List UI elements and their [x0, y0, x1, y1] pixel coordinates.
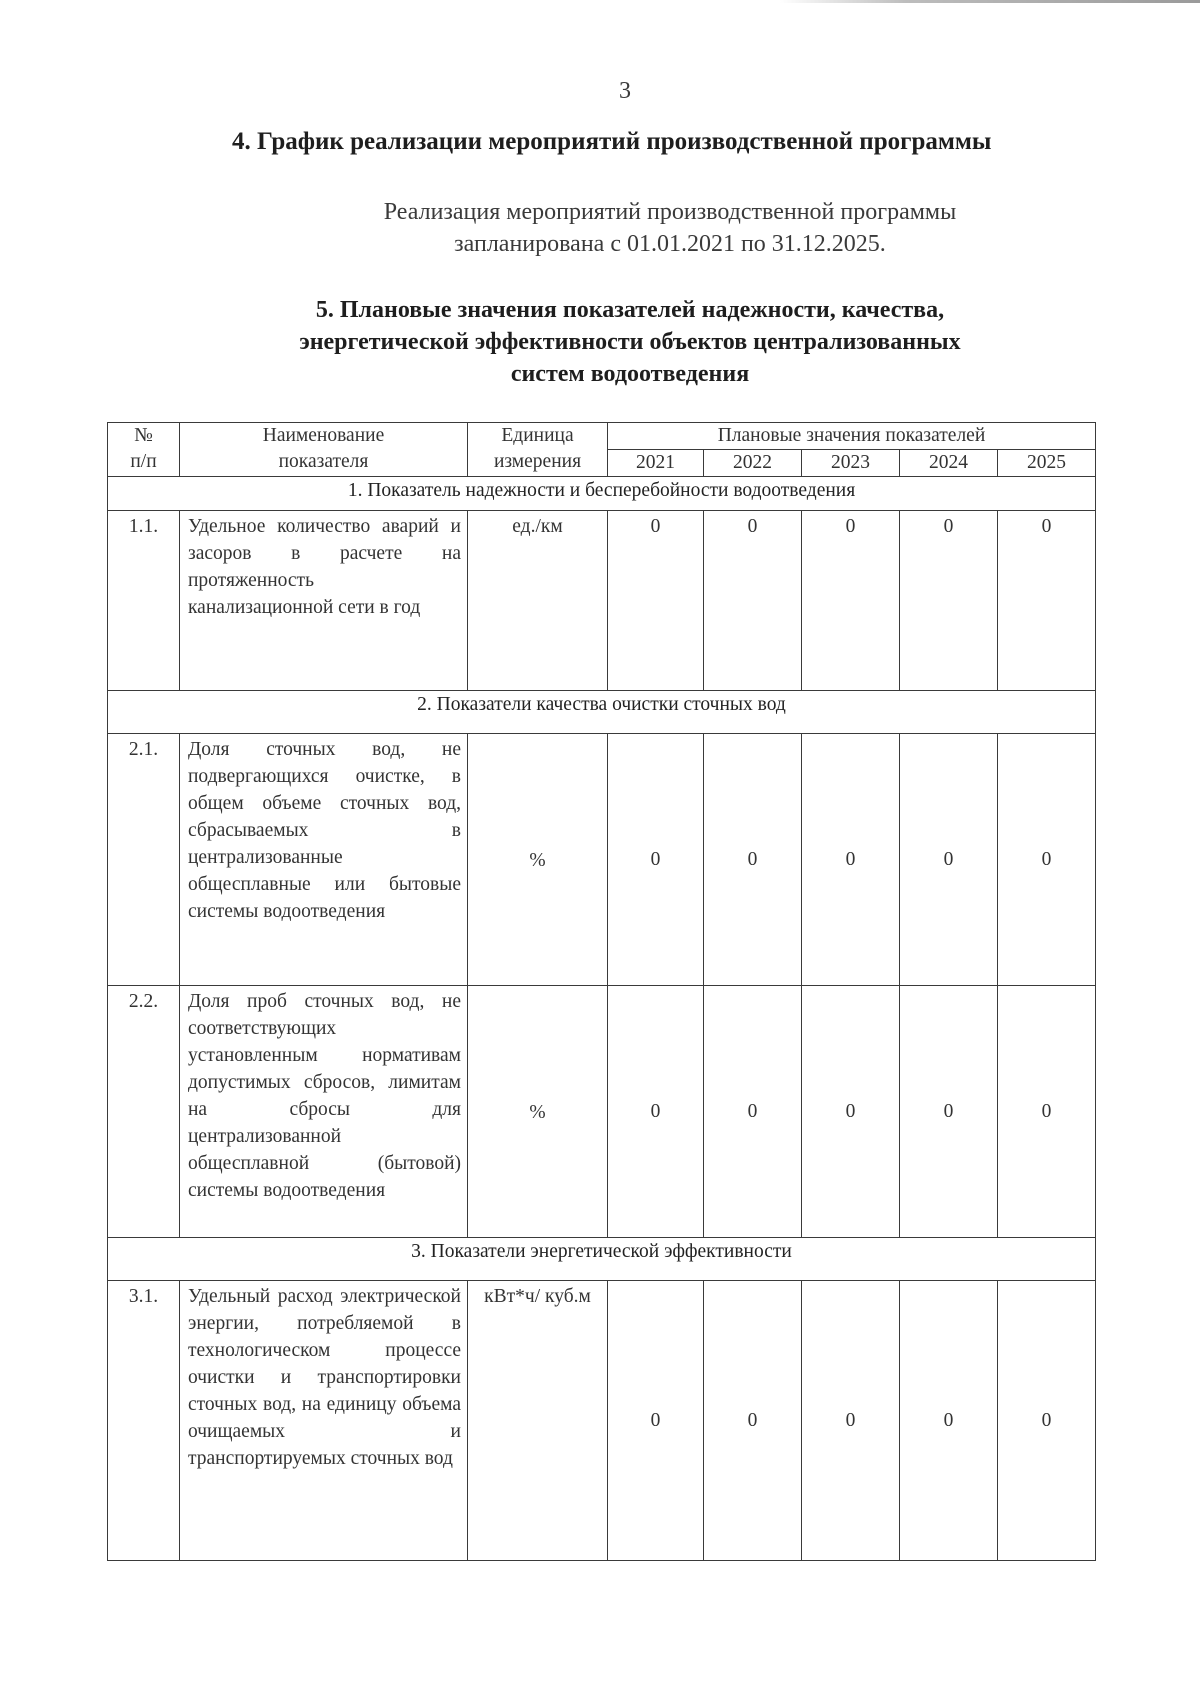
row-num: 3.1.: [108, 1281, 180, 1561]
row-value: 0: [900, 734, 998, 986]
table-row: [108, 511, 1096, 691]
row-indicator-name: Удельное количество аварий и засоров в расчете на протяженность канализационной сети в год: [180, 511, 468, 691]
row-value: 0: [802, 734, 900, 986]
row-value: 0: [608, 986, 704, 1238]
row-value: 0: [900, 986, 998, 1238]
row-value: 0: [608, 511, 704, 691]
section-5-heading: [180, 294, 1080, 390]
row-value: 0: [608, 734, 704, 986]
row-unit: %: [468, 734, 608, 986]
row-num: 2.1.: [108, 734, 180, 986]
row-value: 0: [900, 1281, 998, 1561]
section-title: 1. Показатель надежности и бесперебойности водоотведения: [108, 477, 1096, 511]
header-year-cell: 2025: [998, 450, 1096, 477]
section-5-heading-line-3: систем водоотведения: [510, 361, 750, 387]
section-4-heading: 4. График реализации мероприятий производственной программы: [232, 128, 992, 155]
row-indicator-name: Удельный расход электрической энергии, потребляемой в технологическом процессе очистки и транспортировки сточных вод, на единицу объема очищаемых и транспортируемых сточных вод: [180, 1281, 468, 1561]
row-value: 0: [802, 1281, 900, 1561]
section-5-heading-line-1: 5. Плановые значения показателей надежности, качества,: [315, 297, 945, 323]
header-year-cell: 2021: [608, 450, 704, 477]
section-row: [108, 691, 1096, 734]
row-value: 0: [998, 1281, 1096, 1561]
row-value: 0: [608, 1281, 704, 1561]
indicators-table: [107, 422, 1096, 1561]
scan-edge-artifact: [780, 0, 1200, 3]
row-unit: кВт*ч/ куб.м: [468, 1281, 608, 1561]
row-value: 0: [998, 986, 1096, 1238]
table-row: [108, 986, 1096, 1238]
header-unit-cell: [468, 423, 608, 477]
header-unit-line-2: измерения: [493, 451, 582, 472]
header-num-line-2: п/п: [130, 451, 157, 472]
section-5-heading-line-2: энергетической эффективности объектов централизованных: [299, 329, 961, 355]
row-value: 0: [802, 986, 900, 1238]
header-num-cell: [108, 423, 180, 477]
table-header-row-1: [108, 423, 1096, 450]
header-year-cell: 2023: [802, 450, 900, 477]
header-name-line-1: Наименование: [262, 425, 385, 446]
row-value: 0: [998, 511, 1096, 691]
section-title: 3. Показатели энергетической эффективности: [108, 1238, 1096, 1281]
header-plan-title: Плановые значения показателей: [608, 423, 1096, 450]
row-unit: ед./км: [468, 511, 608, 691]
intro-paragraph: [230, 196, 1110, 260]
header-year-cell: 2024: [900, 450, 998, 477]
header-name-cell: [180, 423, 468, 477]
header-num-line-1: №: [134, 425, 153, 446]
section-title: 2. Показатели качества очистки сточных вод: [108, 691, 1096, 734]
row-value: 0: [704, 986, 802, 1238]
table-row: [108, 1281, 1096, 1561]
row-indicator-name: Доля сточных вод, не подвергающихся очистке, в общем объеме сточных вод, сбрасываемых в централизованные общесплавные или бытовые системы водоотведения: [180, 734, 468, 986]
row-value: 0: [704, 1281, 802, 1561]
row-value: 0: [704, 734, 802, 986]
section-row: [108, 1238, 1096, 1281]
section-row: [108, 477, 1096, 511]
row-indicator-name: Доля проб сточных вод, не соответствующих установленным нормативам допустимых сбросов, лимитам на сбросы для централизованной общесплавной (бытовой) системы водоотведения: [180, 986, 468, 1238]
row-unit: %: [468, 986, 608, 1238]
header-unit-line-1: Единица: [501, 425, 574, 446]
header-name-line-2: показателя: [278, 451, 369, 472]
row-num: 2.2.: [108, 986, 180, 1238]
row-value: 0: [802, 511, 900, 691]
row-value: 0: [998, 734, 1096, 986]
page-number: 3: [619, 78, 631, 104]
row-num: 1.1.: [108, 511, 180, 691]
row-value: 0: [900, 511, 998, 691]
header-year-cell: 2022: [704, 450, 802, 477]
intro-line-2: запланирована с 01.01.2021 по 31.12.2025.: [454, 231, 886, 257]
row-value: 0: [704, 511, 802, 691]
intro-line-1: Реализация мероприятий производственной программы: [383, 199, 957, 225]
table-row: [108, 734, 1096, 986]
